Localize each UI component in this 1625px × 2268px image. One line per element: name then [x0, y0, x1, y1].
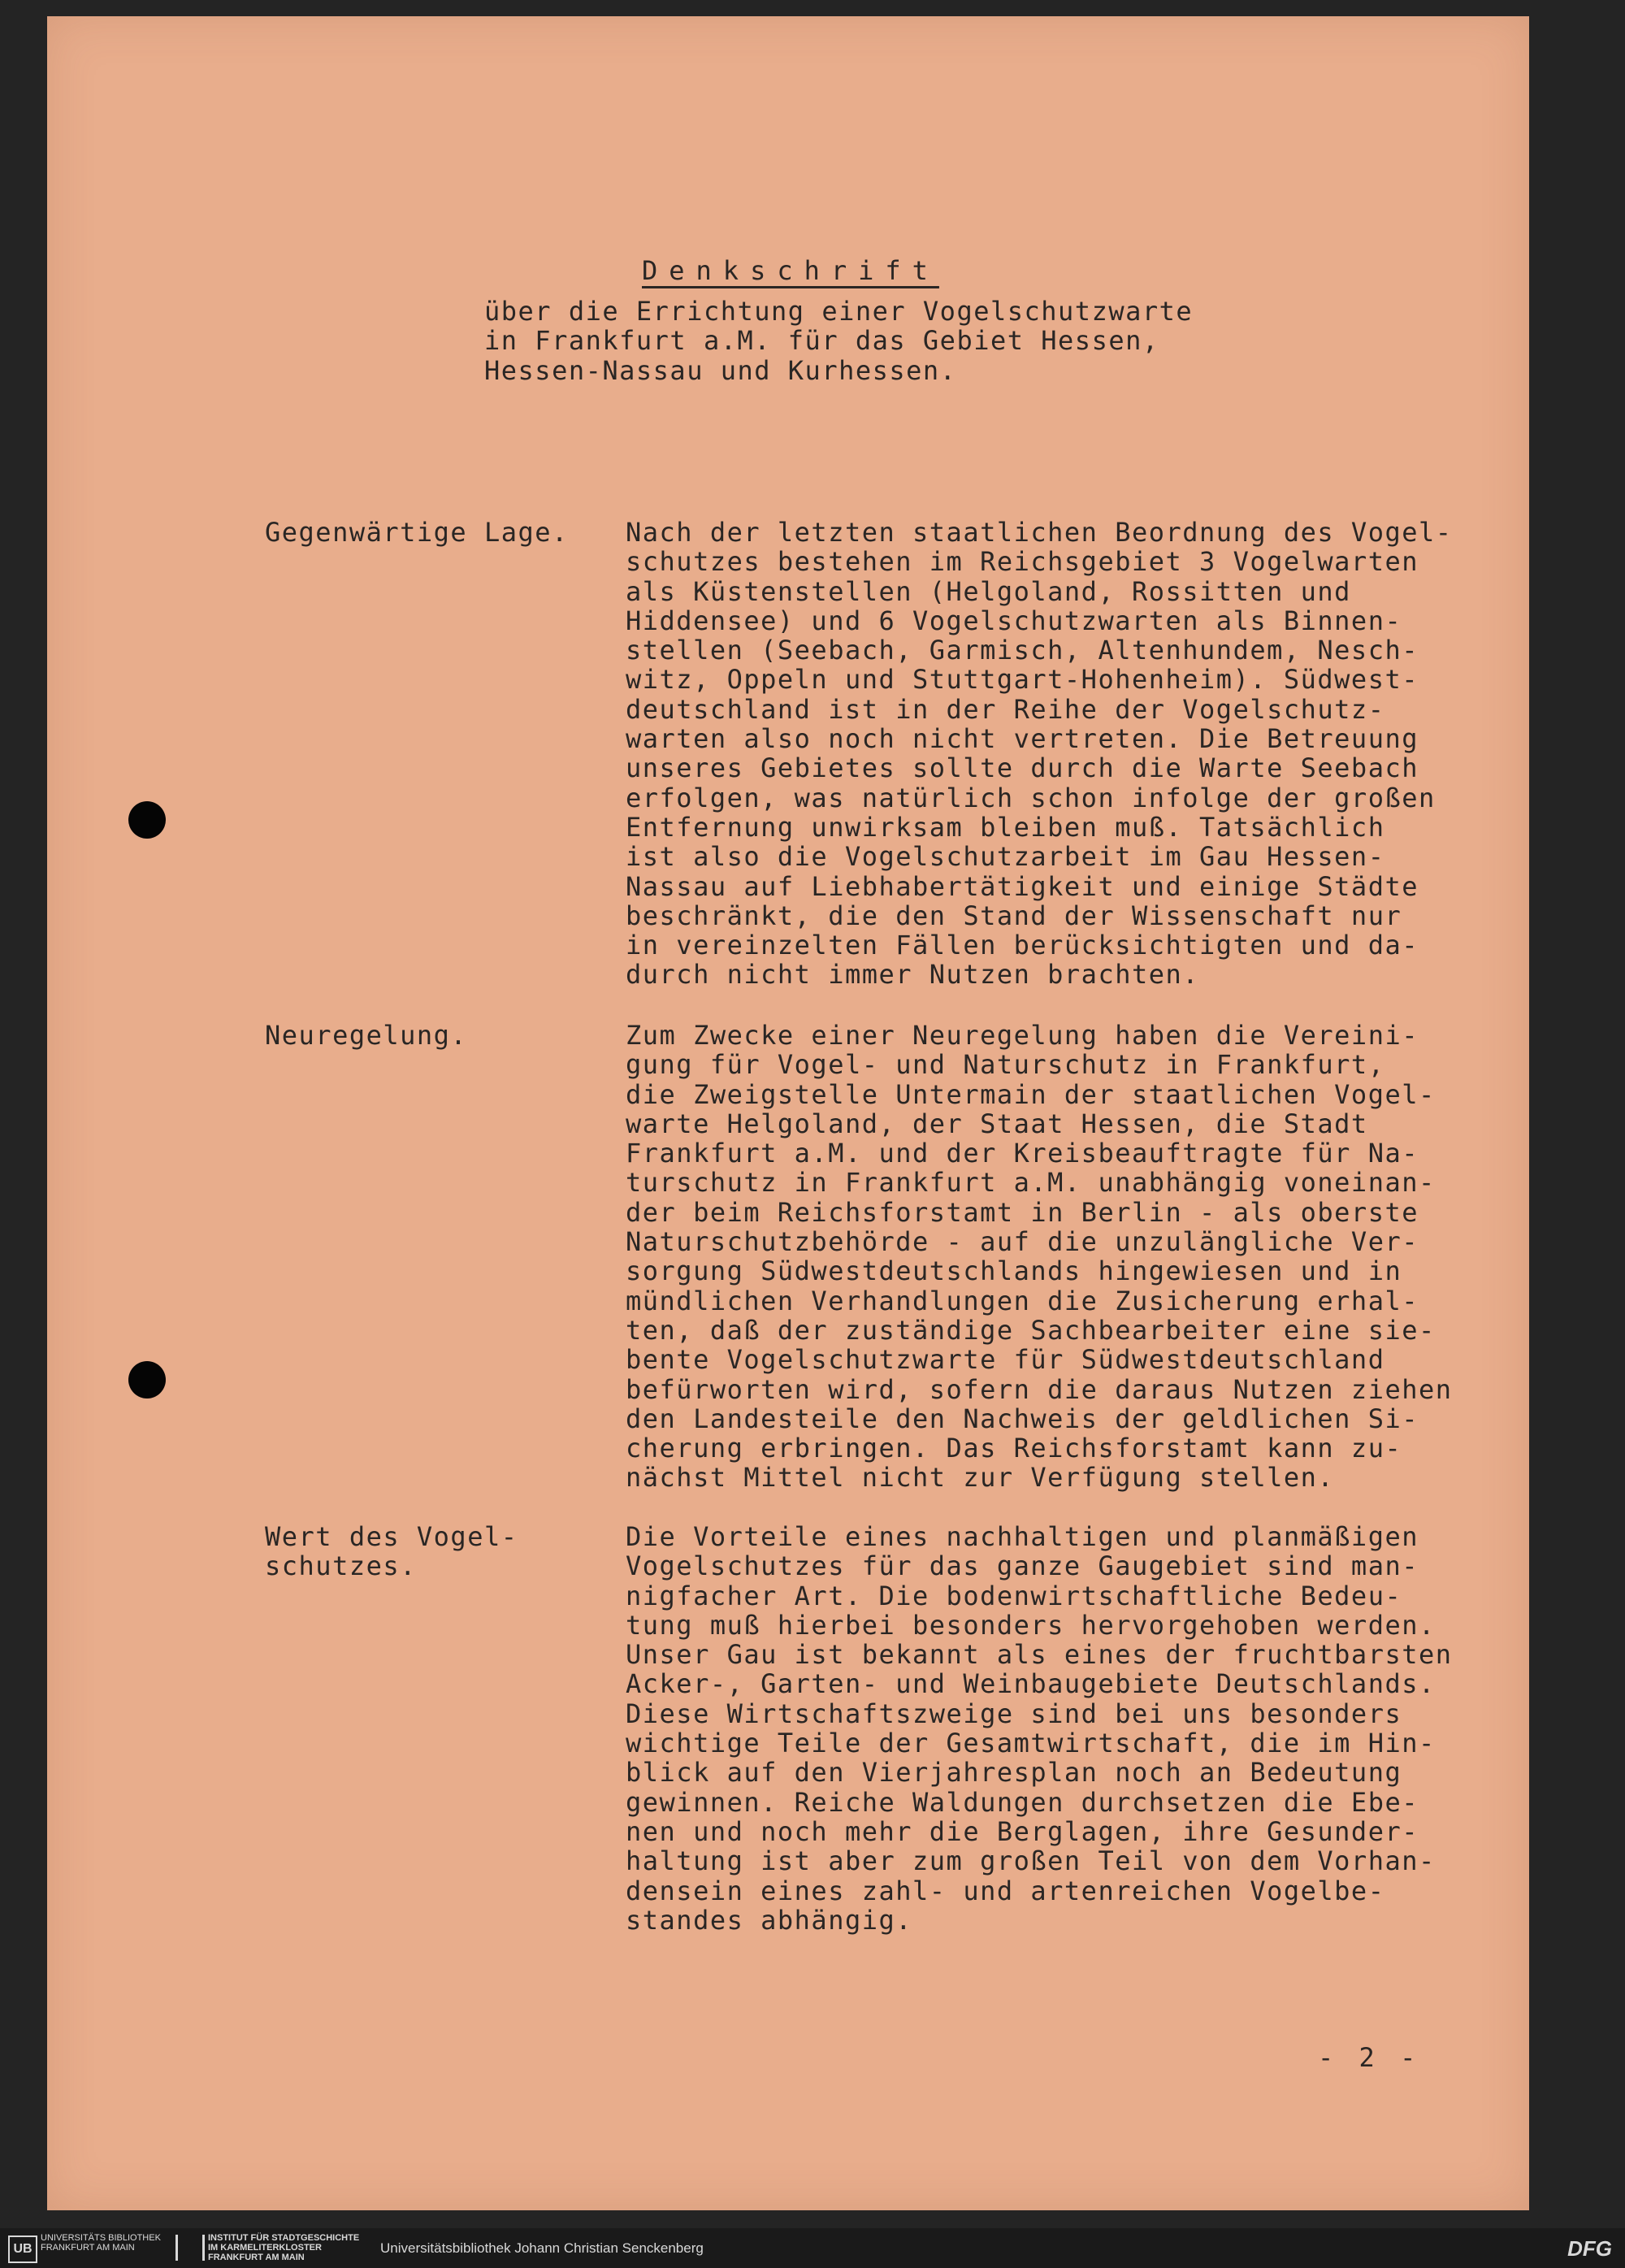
dfg-logo: DFG [1567, 2236, 1612, 2261]
footer-bar [0, 2228, 1625, 2268]
section-label-neuregelung: Neuregelung. [265, 1020, 468, 1051]
institute-text: INSTITUT FÜR STADTGESCHICHTE IM KARMELITERKLOSTER FRANKFURT AM MAIN [208, 2233, 360, 2262]
library-name: Universitätsbibliothek Johann Christian Senckenberg [380, 2240, 704, 2256]
page-number: - 2 - [1318, 2042, 1421, 2073]
ub-logo: UB [8, 2235, 37, 2263]
section-text-wert-des-vogelschutzes: Die Vorteile eines nachhaltigen und planmäßigen Vogelschutzes für das ganze Gaugebiet sind man- nigfacher Art. Die bodenwirtschaftliche Bedeu- tung muß hierbei besonders hervorgehoben werden. Unser Gau ist bekannt als eines der fruchtbarsten Acker-, Garten- und Weinbaugebiete Deutschlands. Diese Wirtschaftszweige sind bei uns besonders wichtige Teile der Gesamtwirtschaft, die im Hin- blick auf den Vierjahresplan noch an Bedeutung gewinnen. Reiche Waldungen durchsetzen die Ebe- nen und noch mehr die Berglagen, ihre Gesunder- haltung ist aber zum großen Teil von dem Vorhan- densein eines zahl- und artenreichen Vogelbe- standes abhängig. [626, 1521, 1453, 1936]
punch-hole-top [128, 801, 166, 839]
document-subtitle: über die Errichtung einer Vogelschutzwarte in Frankfurt a.M. für das Gebiet Hessen, Hessen-Nassau und Kurhessen. [484, 296, 1194, 386]
section-label-gegenwaertige-lage: Gegenwärtige Lage. [265, 517, 569, 548]
section-text-neuregelung: Zum Zwecke einer Neuregelung haben die Vereini- gung für Vogel- und Naturschutz in Frankfurt, die Zweigstelle Untermain der staatlichen Vogel- warte Helgoland, der Staat Hessen, die Stadt Frankfurt a.M. und der Kreisbeauftragte für Na- turschutz in Frankfurt a.M. unabhängig voneinan- der beim Reichsforstamt in Berlin - als oberste Naturschutzbehörde - auf die unzulängliche Ver- sorgung Südwestdeutschlands hingewiesen und in mündlichen Verhandlungen die Zusicherung erhal- ten, daß der zuständige Sachbearbeiter eine sie- bente Vogelschutzwarte für Südwestdeutschland befürworten wird, sofern die daraus Nutzen ziehen den Landesteile den Nachweis der geldlichen Si- cherung erbringen. Das Reichsforstamt kann zu- nächst Mittel nicht zur Verfügung stellen. [626, 1020, 1453, 1494]
ub-text: UNIVERSITÄTS BIBLIOTHEK FRANKFURT AM MAIN [41, 2233, 161, 2253]
punch-hole-bottom [128, 1361, 166, 1399]
document-title: Denkschrift [642, 255, 939, 286]
section-text-gegenwaertige-lage: Nach der letzten staatlichen Beordnung des Vogel- schutzes bestehen im Reichsgebiet 3 Vogelwarten als Küstenstellen (Helgoland, Rossitten und Hiddensee) und 6 Vogelschutzwarten als Binnen- stellen (Seebach, Garmisch, Altenhundem, Nesch- witz, Oppeln und Stuttgart-Hohenheim). Südwest- deutschland ist in der Reihe der Vogelschutz- warten also noch nicht vertreten. Die Betreuung unseres Gebietes sollte durch die Warte Seebach erfolgen, was natürlich schon infolge der großen Entfernung unwirksam bleiben muß. Tatsächlich ist also die Vogelschutzarbeit im Gau Hessen- Nassau auf Liebhabertätigkeit und einige Städte beschränkt, die den Stand der Wissenschaft nur in vereinzelten Fällen berücksichtigten und da- durch nicht immer Nutzen brachten. [626, 517, 1453, 991]
institute-logo-icon [176, 2235, 205, 2261]
section-label-wert-des-vogelschutzes: Wert des Vogel- schutzes. [265, 1521, 518, 1582]
